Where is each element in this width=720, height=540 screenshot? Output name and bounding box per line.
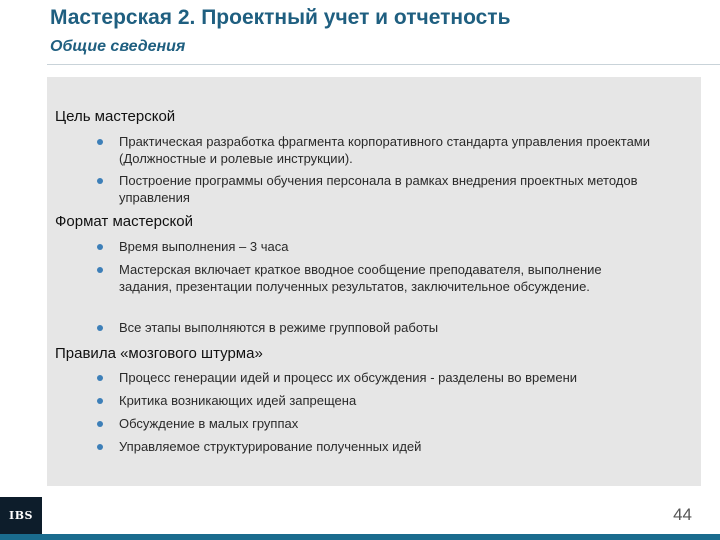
bullet-icon <box>97 178 103 184</box>
slide-title: Мастерская 2. Проектный учет и отчетность <box>50 6 511 29</box>
bullet-icon <box>97 375 103 381</box>
list-item: Практическая разработка фрагмента корпоративного стандарта управления проектами (Должностные и ролевые инструкции). <box>119 134 651 166</box>
list-item: Критика возникающих идей запрещена <box>119 393 357 408</box>
footer-bar <box>0 534 720 540</box>
bullet-icon <box>97 421 103 427</box>
list-item: Процесс генерации идей и процесс их обсуждения - разделены во времени <box>119 370 578 385</box>
page-number: 44 <box>673 505 692 524</box>
title-divider <box>47 64 720 65</box>
list-item: Все этапы выполняются в режиме групповой работы <box>119 320 439 335</box>
ibs-logo <box>0 497 42 534</box>
list-item: Время выполнения – 3 часа <box>119 239 289 254</box>
bullet-icon <box>97 444 103 450</box>
bullet-icon <box>97 267 103 273</box>
list-item: Управляемое структурирование полученных идей <box>119 439 422 454</box>
section-heading-brainstorm-rules: Правила «мозгового штурма» <box>55 345 263 362</box>
bullet-icon <box>97 325 103 331</box>
list-item: Обсуждение в малых группах <box>119 416 299 431</box>
list-item: Построение программы обучения персонала в рамках внедрения проектных методов управления <box>119 173 638 205</box>
section-heading-goal: Цель мастерской <box>55 108 176 125</box>
logo-text: IBS <box>9 509 33 522</box>
bullet-icon <box>97 139 103 145</box>
slide-subtitle: Общие сведения <box>50 38 186 55</box>
section-heading-format: Формат мастерской <box>55 213 193 230</box>
bullet-icon <box>97 244 103 250</box>
bullet-icon <box>97 398 103 404</box>
list-item: Мастерская включает краткое вводное сообщение преподавателя, выполнение задания, презентации полученных результатов, заключительное обсуждение. <box>119 262 602 294</box>
